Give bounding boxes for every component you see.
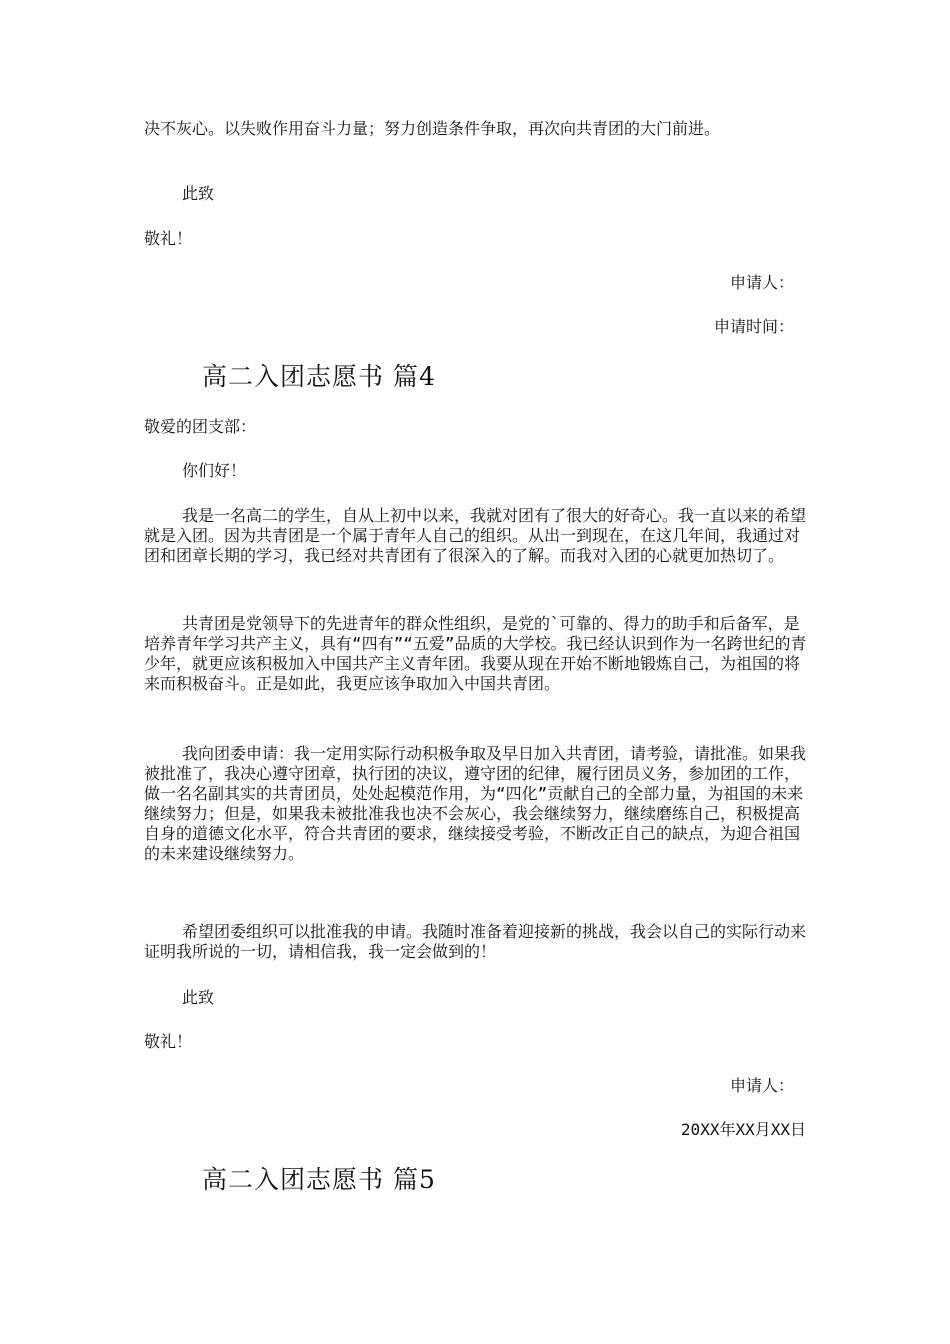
section3-time: 申请时间： (713, 317, 794, 336)
section4-hello: 你们好！ (182, 461, 247, 480)
section4-paragraph-2: 共青团是党领导下的先进青年的群众性组织，是党的`可靠的、得力的助手和后备军，是培养青年学习共产主义，具有“四有”“五爱”品质的大学校。我已经认识到作为一名跨世纪的青少年，就更应该积极加入中国共产主义青年团。我要从现在开始不断地锻炼自己，为祖国的将来而积极奋斗。正是如此，我更应该争取加入中国共青团。 (144, 614, 807, 693)
section3-applicant: 申请人： (729, 273, 794, 292)
section4-paragraph-4: 希望团委组织可以批准我的申请。我随时准备着迎接新的挑战，我会以自己的实际行动来证明我所说的一切，请相信我，我一定会做到的！ (144, 922, 807, 961)
section5-title: 高二入团志愿书 篇5 (202, 1165, 436, 1194)
section3-last-paragraph: 决不灰心。以失败作用奋斗力量；努力创造条件争取，再次向共青团的大门前进。 (144, 119, 721, 138)
section4-date: 20XX年XX月XX日 (680, 1120, 806, 1139)
section4-closing: 此致 (182, 988, 215, 1007)
section4-salute: 敬礼！ (144, 1032, 193, 1051)
section3-salute: 敬礼！ (144, 229, 193, 248)
section4-greeting: 敬爱的团支部： (144, 417, 257, 436)
section4-title: 高二入团志愿书 篇4 (202, 362, 436, 391)
section4-paragraph-1: 我是一名高二的学生，自从上初中以来，我就对团有了很大的好奇心。我一直以来的希望就是入团。因为共青团是一个属于青年人自己的组织。从出一到现在，在这几年间，我通过对团和团章长期的学习，我已经对共青团有了很深入的了解。而我对入团的心就更加热切了。 (144, 506, 807, 565)
section4-applicant: 申请人： (729, 1076, 794, 1095)
section3-closing: 此致 (182, 184, 215, 203)
section4-paragraph-3: 我向团委申请：我一定用实际行动积极争取及早日加入共青团，请考验，请批准。如果我被批准了，我决心遵守团章，执行团的决议，遵守团的纪律，履行团员义务，参加团的工作，做一名名副其实的共青团员，处处起模范作用，为“四化”贡献自己的全部力量，为祖国的未来继续努力；但是，如果我未被批准我也决不会灰心，我会继续努力，继续磨练自己，积极提高自身的道德文化水平，符合共青团的要求，继续接受考验，不断改正自己的缺点，为迎合祖国的未来建设继续努力。 (144, 744, 807, 863)
